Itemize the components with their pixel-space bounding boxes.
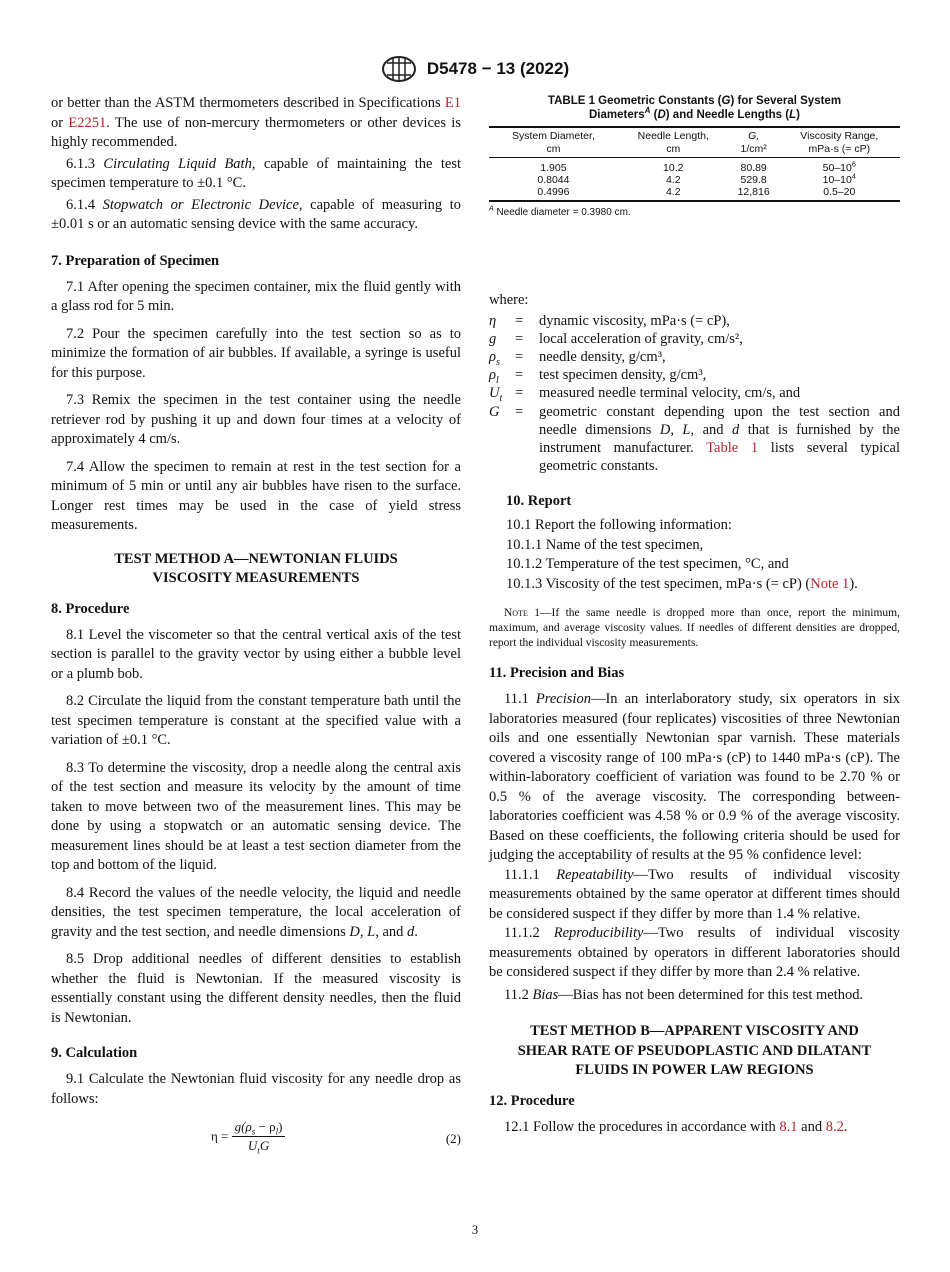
section-7-heading: 7. Preparation of Specimen — [51, 252, 220, 269]
paragraph-9-1: 9.1 Calculate the Newtonian fluid viscosity for any needle drop as follows: — [51, 1071, 461, 1107]
paragraph-7-3: 7.3 Remix the specimen in the test container using the needle retriever rod by pushing it up and down four times at a velocity of approximately 4 cm/s. — [51, 392, 461, 447]
link-8-2[interactable]: 8.2 — [825, 1118, 844, 1135]
paragraph-11-2: 11.2 Bias—Bias has not been determined for this test method. — [504, 986, 864, 1003]
method-b-title: TEST METHOD B—APPARENT VISCOSITY AND SHEAR RATE OF PSEUDOPLASTIC AND DILATANT FLUIDS IN POWER LAW REGIONS — [517, 1023, 872, 1079]
section-10-heading: 10. Report — [506, 493, 572, 510]
definition-row: $\rho_l$ = test specimen density, g/cm³, — [489, 367, 707, 386]
table-footnote: $^A$ Needle diameter = 0.3980 cm. — [489, 205, 631, 218]
paragraph-7-1: 7.1 After opening the specimen container, mix the fluid gently with a glass rod for 5 min. — [51, 278, 461, 314]
variable-definitions — [489, 312, 900, 476]
right-column — [489, 94, 900, 1137]
page-header — [0, 54, 950, 84]
table-row: 0.4996 4.2 12,816 0.5–20 — [489, 186, 900, 201]
paragraph-6-1-4: 6.1.4 Stopwatch or Electronic Device, capable of measuring to ±0.01 s or an automatic sensing device with the same accuracy. — [51, 196, 462, 232]
section-11-heading: 11. Precision and Bias — [489, 665, 625, 682]
paragraph-10-1: 10.1 Report the following information: — [506, 517, 732, 534]
table-row: 0.8044 4.2 529.8 $10-10^4$ — [537, 171, 856, 186]
paragraph-7-4: 7.4 Allow the specimen to remain at rest in the test section for a minimum of 5 min or until any air bubbles have risen to the surface. Longer rest times may be used in the case of yield stress measurements. — [51, 458, 461, 533]
definition-row: g = local acceleration of gravity, cm/s², — [489, 330, 743, 347]
table-1-title: TABLE 1 Geometric Constants (G) for Several System Diameters$^A$ (D) and Needle Lengths (L) — [547, 95, 842, 121]
paragraph-6-1-3: 6.1.3 Circulating Liquid Bath, capable of maintaining the test specimen temperature to ±0.1 °C. — [51, 155, 462, 191]
page-number: 3 — [471, 1223, 479, 1237]
link-e1[interactable]: E1 — [444, 95, 461, 111]
definition-row: G = geometric constant depending upon the test section and needle dimensions D, L, and d that is furnished by the instrument manufacturer. Table 1 lists several typical geometric constants. — [489, 403, 901, 475]
paragraph-8-5: 8.5 Drop additional needles of different densities to establish whether the fluid is Newtonian. If the measured viscosity is essentially constant using the different density needles, then the fluid is Newtonian. — [51, 951, 461, 1026]
definition-row: $\rho_s$ = needle density, g/cm³, — [489, 348, 666, 368]
paragraph-10-1-3: 10.1.3 Viscosity of the test specimen, mPa·s (= cP) (Note 1). — [506, 575, 858, 592]
equation-2 — [51, 1119, 461, 1165]
section-12-heading: 12. Procedure — [489, 1092, 575, 1109]
paragraph-10-1-1: 10.1.1 Name of the test specimen, — [506, 536, 704, 553]
table-header: Viscosity Range, mPa·s (= cP) — [779, 127, 900, 158]
where-label: where: — [489, 292, 529, 308]
paragraph-11-1: 11.1 Precision—In an interlaboratory study, six operators in six laboratories measured (four replicates) viscosities of three Newtonian oils and one essentially Newtonian spar varnish. These materials covered a viscosity range of 100 mPa·s (cP) to 1440 mPa·s (cP). The within-laboratory coefficient of variation was found to be 2.70 % or 0.5 % of the average viscosity. The corresponding between-laboratories coefficient was 4.58 % or 0.9 % of the average viscosity. Based on these coefficients, the following criteria should be used for judging the acceptability of results at the 95 % confidence level: — [489, 691, 900, 864]
link-table-1[interactable]: Table 1 — [706, 439, 759, 456]
section-9-heading: 9. Calculation — [51, 1045, 138, 1061]
paragraph-11-1-2: 11.1.2 Reproducibility—Two results of individual viscosity measurements obtained by operators in different laboratories should be considered suspect if they differ by more than 2.4 % relative. — [489, 925, 900, 981]
table-header: G, 1/cm² — [729, 127, 779, 158]
link-8-1[interactable]: 8.1 — [779, 1118, 798, 1135]
paragraph-10-1-2: 10.1.2 Temperature of the test specimen, °C, and — [506, 556, 789, 573]
definition-row: η = dynamic viscosity, mPa·s (= cP), — [489, 312, 730, 329]
paragraph-continued: or better than the ASTM thermometers described in Specifications E1 or E2251. The use of non-mercury thermometers or other devices is highly recommended. — [51, 95, 461, 150]
equation-formula: η = $\frac{g(\rho_s - \rho_l)}{U_tG}$ — [211, 1119, 285, 1154]
paragraph-8-4: 8.4 Record the values of the needle velocity, the liquid and needle densities, the test specimen temperature, the local acceleration of gravity and the test section, and needle dimensions D, L, and d. — [51, 884, 461, 940]
geometric-constants-table — [489, 126, 900, 202]
paragraph-8-2: 8.2 Circulate the liquid from the constant temperature bath until the test specimen temperature is constant at the specified value with a variation of ±0.1 °C. — [51, 693, 461, 748]
table-row: 1.905 10.2 80.89 $50-10^6$ — [540, 159, 856, 174]
paragraph-12-1: 12.1 Follow the procedures in accordance with 8.1 and 8.2. — [504, 1118, 848, 1135]
table-header: Needle Length, cm — [618, 127, 729, 158]
equation-number: (2) — [445, 1131, 461, 1146]
paragraph-11-1-1: 11.1.1 Repeatability—Two results of individual viscosity measurements obtained by the same operator at different times should be considered suspect if they differ by more than 1.4 % relative. — [489, 866, 900, 922]
document-number: D5478 − 13 (2022) — [426, 59, 570, 78]
astm-logo-icon — [381, 54, 417, 84]
note-1: Note 1—If the same needle is dropped more than once, report the minimum, maximum, and average viscosity values. If needles of different densities are dropped, report the individual viscosity measurements. — [489, 607, 900, 650]
definition-row: $U_t$ = measured needle terminal velocity, cm/s, and — [489, 385, 801, 405]
left-column — [51, 94, 461, 1165]
paragraph-8-3: 8.3 To determine the viscosity, drop a needle along the central axis of the test section and measure its velocity by the amount of time taken to move between two of the measurement lines. This may be done by using a stopwatch or an automatic sensing device. The measurement lines should be at least a test section diameter from the top and bottom of the liquid. — [51, 759, 461, 873]
paragraph-8-1: 8.1 Level the viscometer so that the central vertical axis of the test section is parallel to the gravity vector by using either a bubble level or a plumb bob. — [51, 626, 461, 682]
link-note-1[interactable]: Note 1 — [810, 575, 850, 592]
table-header: System Diameter, cm — [489, 127, 618, 158]
section-8-heading: 8. Procedure — [51, 600, 130, 617]
link-e2251[interactable]: E2251 — [68, 114, 107, 131]
paragraph-7-2: 7.2 Pour the specimen carefully into the test section so as to minimize the formation of air bubbles. If available, a syringe is useful for this purpose. — [51, 325, 461, 381]
method-a-title: TEST METHOD A—NEWTONIAN FLUIDS VISCOSITY MEASUREMENTS — [114, 550, 398, 586]
